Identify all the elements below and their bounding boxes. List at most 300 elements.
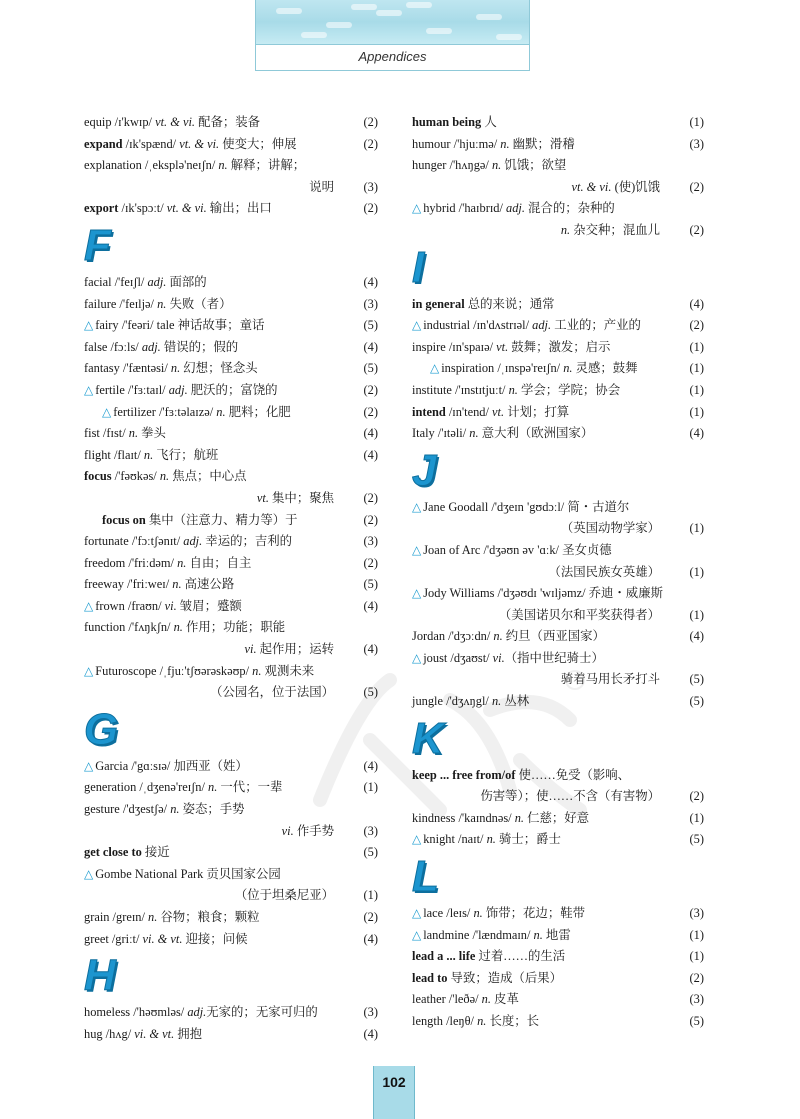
- entry-segment: 骑着马用长矛打斗: [560, 672, 660, 687]
- entry-segment: 幸运的；吉利的: [202, 534, 293, 549]
- part-of-speech: vt. & vi.: [166, 201, 207, 216]
- part-of-speech: n.: [486, 832, 496, 847]
- part-of-speech: adj.: [187, 1005, 207, 1020]
- entry-text: [84, 158, 305, 172]
- entry-segment: 拥抱: [174, 1026, 203, 1041]
- glossary-entry: [412, 497, 704, 519]
- entry-text: [412, 832, 561, 846]
- unit-number: (4): [689, 296, 704, 311]
- section-letter-text: H: [84, 951, 116, 1001]
- glossary-entry-continuation: [412, 177, 704, 199]
- entry-segment: hunger /'hʌŋgə/: [412, 158, 492, 173]
- glossary-entry: [412, 294, 704, 316]
- unit-number: (4): [363, 447, 378, 462]
- glossary-entry: [84, 445, 378, 467]
- triangle-marker-icon: △: [430, 361, 440, 376]
- entry-headword: in general: [412, 296, 465, 311]
- entry-segment: greet /griːt/: [84, 931, 143, 946]
- entry-segment: Garcia /'gɑːsɪə/ 加西亚（姓）: [95, 758, 248, 773]
- entry-text: [430, 361, 638, 375]
- entry-segment: 失败（者）: [166, 296, 232, 311]
- entry-segment: generation /ˌdʒenə'reɪʃn/: [84, 780, 209, 795]
- entry-text: [84, 275, 207, 289]
- unit-number: (4): [363, 274, 378, 289]
- entry-segment: Futuroscope /ˌfjuː'tʃʊərəskəʊp/: [95, 663, 253, 678]
- glossary-entry: [84, 799, 378, 821]
- entry-segment: Italy /'ɪtəli/: [412, 426, 470, 441]
- entry-segment: 接近: [141, 845, 170, 860]
- entry-segment: inspiration /ˌɪnspə'reɪʃn/: [441, 361, 564, 376]
- entry-segment: fertile /'fɜːtaɪl/: [95, 382, 169, 397]
- entry-text: [245, 642, 335, 656]
- entry-text: [84, 845, 170, 859]
- triangle-marker-icon: △: [412, 201, 422, 216]
- part-of-speech: n.: [170, 802, 180, 817]
- part-of-speech: n.: [172, 577, 182, 592]
- unit-number: (1): [689, 810, 704, 825]
- section-letter-text: F: [84, 220, 111, 270]
- entry-text: [235, 888, 334, 902]
- entry-text: [84, 910, 260, 924]
- entry-text: [412, 949, 565, 963]
- entry-segment: /ɪk'spɔːt/: [118, 201, 167, 216]
- glossary-entry: [412, 198, 704, 220]
- entry-text: [309, 180, 334, 194]
- entry-headword: intend: [412, 404, 446, 419]
- unit-number: (1): [689, 404, 704, 419]
- entry-segment: Jordan /'dʒɔːdn/: [412, 629, 494, 644]
- glossary-entry: [84, 134, 378, 156]
- entry-segment: knight /naɪt/: [423, 832, 487, 847]
- part-of-speech: vi. & vt.: [142, 931, 183, 946]
- glossary-entry: [84, 272, 378, 294]
- section-letter-l: [412, 851, 704, 903]
- unit-number: (4): [363, 426, 378, 441]
- entry-text: [84, 383, 278, 397]
- glossary-entry-continuation: [84, 885, 378, 907]
- unit-number: (5): [689, 694, 704, 709]
- section-letter-text: J: [412, 445, 437, 495]
- entry-segment: 作用；功能；职能: [182, 620, 286, 635]
- part-of-speech: vt.: [496, 339, 509, 354]
- triangle-marker-icon: △: [412, 906, 422, 921]
- entry-segment: （位于坦桑尼亚）: [234, 888, 334, 903]
- glossary-entry-continuation: [84, 488, 378, 510]
- glossary-entry-continuation: [412, 786, 704, 808]
- part-of-speech: n.: [148, 910, 158, 924]
- part-of-speech: vt.: [256, 490, 269, 505]
- entry-text: [102, 513, 298, 527]
- part-of-speech: n.: [218, 158, 228, 173]
- entry-text: [561, 521, 660, 535]
- entry-segment: false /fɔːls/: [84, 339, 142, 354]
- entry-text: [412, 928, 571, 942]
- entry-segment: jungle /'dʒʌŋgl/: [412, 694, 492, 709]
- entry-segment: 灵感；鼓舞: [572, 361, 638, 376]
- entry-segment: Joan of Arc /'dʒəʊn əv 'ɑːk/ 圣女贞德: [423, 542, 612, 557]
- unit-number: (1): [689, 607, 704, 622]
- entry-text: [84, 577, 234, 591]
- entry-text: [84, 759, 248, 773]
- entry-segment: lace /leɪs/: [423, 906, 474, 921]
- triangle-marker-icon: △: [412, 832, 422, 847]
- entry-segment: 混合的；杂种的: [524, 201, 615, 216]
- triangle-marker-icon: △: [412, 927, 422, 942]
- unit-number: (4): [689, 629, 704, 644]
- entry-segment: 地雷: [542, 927, 571, 942]
- unit-number: (2): [363, 201, 378, 216]
- entry-segment: fertilizer /'fɜːtəlaɪzə/: [113, 404, 217, 419]
- entry-text: [84, 867, 281, 881]
- entry-text: [210, 685, 334, 699]
- entry-text: [412, 426, 593, 440]
- entry-segment: humour /'hjuːmə/: [412, 136, 501, 151]
- entry-segment: function /'fʌŋkʃn/: [84, 620, 174, 635]
- entry-text: [102, 405, 291, 419]
- entry-segment: 总的来说；通常: [464, 296, 555, 311]
- glossary-entry: [84, 358, 378, 380]
- glossary-entry: [412, 1011, 704, 1033]
- glossary-entry: [412, 337, 704, 359]
- glossary-entry: [412, 968, 704, 990]
- entry-segment: 鼓舞；激发；启示: [508, 339, 611, 354]
- entry-segment: 肥料；化肥: [225, 404, 291, 419]
- unit-number: (5): [363, 577, 378, 592]
- unit-number: (2): [363, 382, 378, 397]
- unit-number: (4): [363, 339, 378, 354]
- glossary-entry: [84, 337, 378, 359]
- unit-number: (3): [363, 1005, 378, 1020]
- glossary-entry: [412, 626, 704, 648]
- entry-text: [412, 383, 620, 397]
- part-of-speech: vi. & vt.: [134, 1026, 175, 1041]
- part-of-speech: vi.: [164, 598, 177, 613]
- glossary-entry: [84, 1002, 378, 1024]
- triangle-marker-icon: △: [412, 542, 422, 557]
- glossary-entry: [412, 540, 704, 562]
- unit-number: (2): [689, 970, 704, 985]
- entry-segment: fairy /'feəri/ tale 神话故事；童话: [95, 318, 265, 333]
- glossary-entry-continuation: [412, 605, 704, 627]
- entry-segment: （英国动物学家）: [560, 521, 660, 536]
- left-glossary-column: [84, 112, 378, 1045]
- entry-segment: equip /ɪ'kwɪp/: [84, 115, 156, 129]
- glossary-entry: [84, 1024, 378, 1046]
- part-of-speech: n.: [159, 469, 170, 484]
- entry-text: [412, 1014, 539, 1028]
- entry-text: [412, 137, 575, 151]
- glossary-entry: [412, 583, 704, 605]
- part-of-speech: adj.: [168, 382, 188, 397]
- glossary-entry: [412, 648, 704, 670]
- entry-text: [412, 629, 605, 643]
- entry-segment: leather /'leðə/: [412, 992, 482, 1007]
- section-letter-text: I: [412, 242, 425, 292]
- triangle-marker-icon: △: [412, 650, 422, 665]
- entry-text: [412, 906, 585, 920]
- glossary-entry: [412, 112, 704, 134]
- entry-segment: 集中（注意力、精力等）于: [145, 512, 298, 527]
- entry-text: [412, 651, 604, 665]
- unit-number: (1): [689, 361, 704, 376]
- glossary-entry-continuation: [84, 639, 378, 661]
- entry-segment: flight /flaɪt/: [84, 447, 144, 462]
- entry-segment: 饥饿；欲望: [501, 158, 567, 173]
- entry-text: [499, 608, 660, 622]
- entry-text: [84, 664, 314, 678]
- entry-segment: 拳头: [138, 426, 166, 441]
- part-of-speech: n.: [560, 222, 571, 237]
- glossary-entry: [412, 946, 704, 968]
- triangle-marker-icon: △: [84, 758, 94, 773]
- entry-segment: （美国诺贝尔和平奖获得者）: [498, 607, 660, 622]
- unit-number: (2): [363, 136, 378, 151]
- glossary-entry: [84, 112, 378, 134]
- glossary-entry-continuation: [84, 177, 378, 199]
- unit-number: (2): [363, 404, 378, 419]
- part-of-speech: vt. & vi.: [571, 179, 612, 194]
- entry-segment: 输出；出口: [206, 201, 272, 216]
- glossary-entry: [412, 380, 704, 402]
- unit-number: (4): [689, 426, 704, 441]
- entry-segment: facial /'feɪʃl/: [84, 274, 148, 289]
- entry-segment: 意大利（欧洲国家）: [478, 426, 594, 441]
- part-of-speech: n.: [508, 382, 518, 397]
- entry-text: [257, 491, 334, 505]
- entry-text: [412, 340, 610, 354]
- entry-segment: institute /'ɪnstɪtjuːt/: [412, 382, 509, 397]
- unit-number: (1): [689, 382, 704, 397]
- glossary-entry-continuation: [412, 562, 704, 584]
- entry-segment: 面部的: [166, 274, 207, 289]
- entry-segment: 杂交种；混血儿: [570, 222, 660, 237]
- part-of-speech: n.: [173, 620, 183, 635]
- glossary-entry-continuation: [412, 220, 704, 242]
- entry-segment: gesture /'dʒestʃə/: [84, 802, 171, 817]
- part-of-speech: n.: [170, 361, 181, 376]
- unit-number: (3): [363, 179, 378, 194]
- entry-segment: kindness /'kaɪndnəs/: [412, 810, 515, 825]
- entry-text: [412, 318, 641, 332]
- part-of-speech: n.: [128, 426, 139, 441]
- glossary-entry: [412, 358, 704, 380]
- entry-segment: 起作用；运转: [256, 642, 334, 657]
- unit-number: (1): [689, 564, 704, 579]
- glossary-entry: [84, 466, 378, 488]
- triangle-marker-icon: △: [412, 499, 422, 514]
- part-of-speech: vi.: [244, 642, 257, 657]
- glossary-entry: [412, 808, 704, 830]
- entry-segment: 皱眉；蹙额: [176, 598, 242, 613]
- unit-number: (5): [689, 672, 704, 687]
- entry-segment: 导致；造成（后果）: [447, 970, 563, 985]
- glossary-entry: [84, 617, 378, 639]
- entry-segment: fist /fɪst/: [84, 426, 129, 441]
- glossary-entry: [412, 315, 704, 337]
- section-letter-g: [84, 704, 378, 756]
- part-of-speech: n.: [216, 404, 226, 419]
- section-letter-f: [84, 220, 378, 272]
- entry-segment: 使变大；伸展: [219, 136, 297, 151]
- glossary-entry: [84, 596, 378, 618]
- glossary-entry-continuation: [84, 682, 378, 704]
- glossary-entry: [412, 989, 704, 1011]
- glossary-entry: [84, 574, 378, 596]
- triangle-marker-icon: △: [84, 382, 94, 397]
- unit-number: (2): [689, 318, 704, 333]
- unit-number: (3): [689, 136, 704, 151]
- glossary-entry: [84, 929, 378, 951]
- entry-segment: 肥沃的；富饶的: [187, 382, 278, 397]
- entry-text: [412, 158, 566, 172]
- unit-number: (2): [689, 179, 704, 194]
- part-of-speech: n.: [469, 426, 479, 441]
- entry-headword: human being: [412, 115, 482, 129]
- entry-text: [84, 1027, 202, 1041]
- entry-segment: 自由；自主: [186, 555, 252, 570]
- entry-segment: 集中；聚焦: [268, 490, 334, 505]
- right-glossary-column: [412, 112, 704, 1033]
- glossary-entry: [412, 423, 704, 445]
- part-of-speech: n.: [563, 361, 573, 376]
- glossary-entry: [84, 864, 378, 886]
- triangle-marker-icon: △: [412, 586, 422, 601]
- entry-segment: fantasy /'fæntəsi/: [84, 361, 171, 376]
- glossary-entry: [412, 134, 704, 156]
- part-of-speech: adj.: [506, 201, 525, 216]
- part-of-speech: adj.: [532, 318, 552, 333]
- entry-segment: 无家的；无家可归的: [206, 1005, 318, 1020]
- entry-segment: 使……免受（影响、: [515, 767, 631, 782]
- glossary-entry: [412, 402, 704, 424]
- entry-segment: 幻想；怪念头: [180, 361, 258, 376]
- entry-text: [412, 811, 589, 825]
- glossary-entry: [84, 842, 378, 864]
- entry-headword: lead to: [412, 970, 448, 985]
- entry-text: [572, 180, 660, 194]
- entry-segment: freedom /'friːdəm/: [84, 555, 178, 570]
- entry-segment: 伤害等）；使……不含（有害物）: [480, 789, 660, 804]
- unit-number: (1): [363, 780, 378, 795]
- unit-number: (2): [363, 512, 378, 527]
- entry-text: [84, 780, 282, 794]
- unit-number: (4): [363, 598, 378, 613]
- triangle-marker-icon: △: [102, 404, 112, 419]
- glossary-entry: [84, 553, 378, 575]
- entry-text: [412, 297, 555, 311]
- entry-segment: 学会；学院；协会: [517, 382, 621, 397]
- glossary-entry: [84, 756, 378, 778]
- part-of-speech: n.: [514, 810, 525, 825]
- entry-text: [548, 565, 660, 579]
- entry-segment: 解释；讲解；: [227, 158, 306, 173]
- unit-number: (2): [363, 490, 378, 505]
- part-of-speech: n.: [481, 992, 491, 1007]
- unit-number: (1): [689, 927, 704, 942]
- entry-segment: 丛林: [501, 694, 530, 709]
- entry-headword: lead a ... life: [412, 949, 476, 964]
- entry-segment: 工业的；产业的: [551, 318, 641, 333]
- glossary-entry: [412, 925, 704, 947]
- entry-segment: landmine /'lændmaɪn/: [423, 927, 534, 942]
- entry-segment: frown /fraʊn/: [95, 598, 165, 613]
- entry-text: [84, 201, 272, 215]
- entry-segment: 说明: [309, 179, 334, 194]
- entry-segment: length /leŋθ/: [412, 1014, 478, 1028]
- entry-segment: hybrid /'haɪbrɪd/: [423, 201, 506, 216]
- header-title: Appendices: [255, 45, 530, 71]
- part-of-speech: vi.: [281, 823, 294, 838]
- part-of-speech: n.: [491, 158, 502, 173]
- entry-text: [84, 932, 247, 946]
- part-of-speech: n.: [493, 629, 503, 644]
- section-letter-k: [412, 713, 704, 765]
- entry-segment: （法国民族女英雄）: [548, 564, 660, 579]
- entry-segment: hug /hʌg/: [84, 1026, 135, 1041]
- entry-headword: focus on: [102, 512, 146, 527]
- part-of-speech: n.: [533, 927, 543, 942]
- entry-text: [84, 599, 242, 613]
- part-of-speech: n.: [143, 447, 154, 462]
- unit-number: (3): [363, 296, 378, 311]
- part-of-speech: adj.: [147, 274, 167, 289]
- unit-number: (5): [689, 832, 704, 847]
- entry-segment: failure /'feɪljə/: [84, 296, 158, 311]
- entry-text: [561, 223, 660, 237]
- entry-text: [84, 802, 245, 816]
- triangle-marker-icon: △: [84, 318, 94, 333]
- entry-segment: （公园名，位于法国）: [210, 685, 334, 700]
- unit-number: (3): [689, 992, 704, 1007]
- entry-text: [84, 426, 166, 440]
- entry-segment: 飞行；航班: [153, 447, 219, 462]
- glossary-entry: [84, 155, 378, 177]
- triangle-marker-icon: △: [412, 318, 422, 333]
- entry-segment: 长度；长: [486, 1014, 540, 1028]
- entry-segment: /ɪn'tend/: [445, 404, 493, 419]
- entry-segment: fortunate /'fɔːtʃənɪt/: [84, 534, 184, 549]
- glossary-entry: [84, 510, 378, 532]
- glossary-entry: [412, 765, 704, 787]
- unit-number: (2): [689, 222, 704, 237]
- entry-segment: 人: [481, 115, 497, 129]
- part-of-speech: n.: [177, 555, 187, 570]
- section-letter-text: K: [412, 713, 444, 763]
- entry-segment: 约旦（西亚国家）: [502, 629, 605, 644]
- entry-text: [84, 556, 251, 570]
- entry-segment: 观测未来: [261, 663, 315, 678]
- entry-segment: homeless /'həʊmləs/: [84, 1005, 188, 1020]
- entry-text: [84, 534, 292, 548]
- unit-number: (4): [363, 758, 378, 773]
- glossary-entry: [84, 907, 378, 929]
- part-of-speech: n.: [157, 296, 167, 311]
- entry-segment: 谷物；粮食；颗粒: [157, 910, 260, 924]
- entry-segment: inspire /ɪn'spaɪə/: [412, 339, 497, 354]
- entry-text: [412, 971, 562, 985]
- entry-segment: 一代；一辈: [217, 780, 283, 795]
- entry-text: [412, 405, 569, 419]
- entry-segment: 饰带；花边；鞋带: [482, 906, 585, 921]
- unit-number: (1): [689, 521, 704, 536]
- page-header: [255, 0, 530, 70]
- entry-text: [84, 448, 218, 462]
- entry-headword: focus: [84, 469, 112, 484]
- entry-segment: 过着……的生活: [475, 949, 566, 964]
- glossary-entry: [84, 531, 378, 553]
- entry-segment: freeway /'friːweɪ/: [84, 577, 173, 592]
- entry-headword: get close to: [84, 845, 142, 860]
